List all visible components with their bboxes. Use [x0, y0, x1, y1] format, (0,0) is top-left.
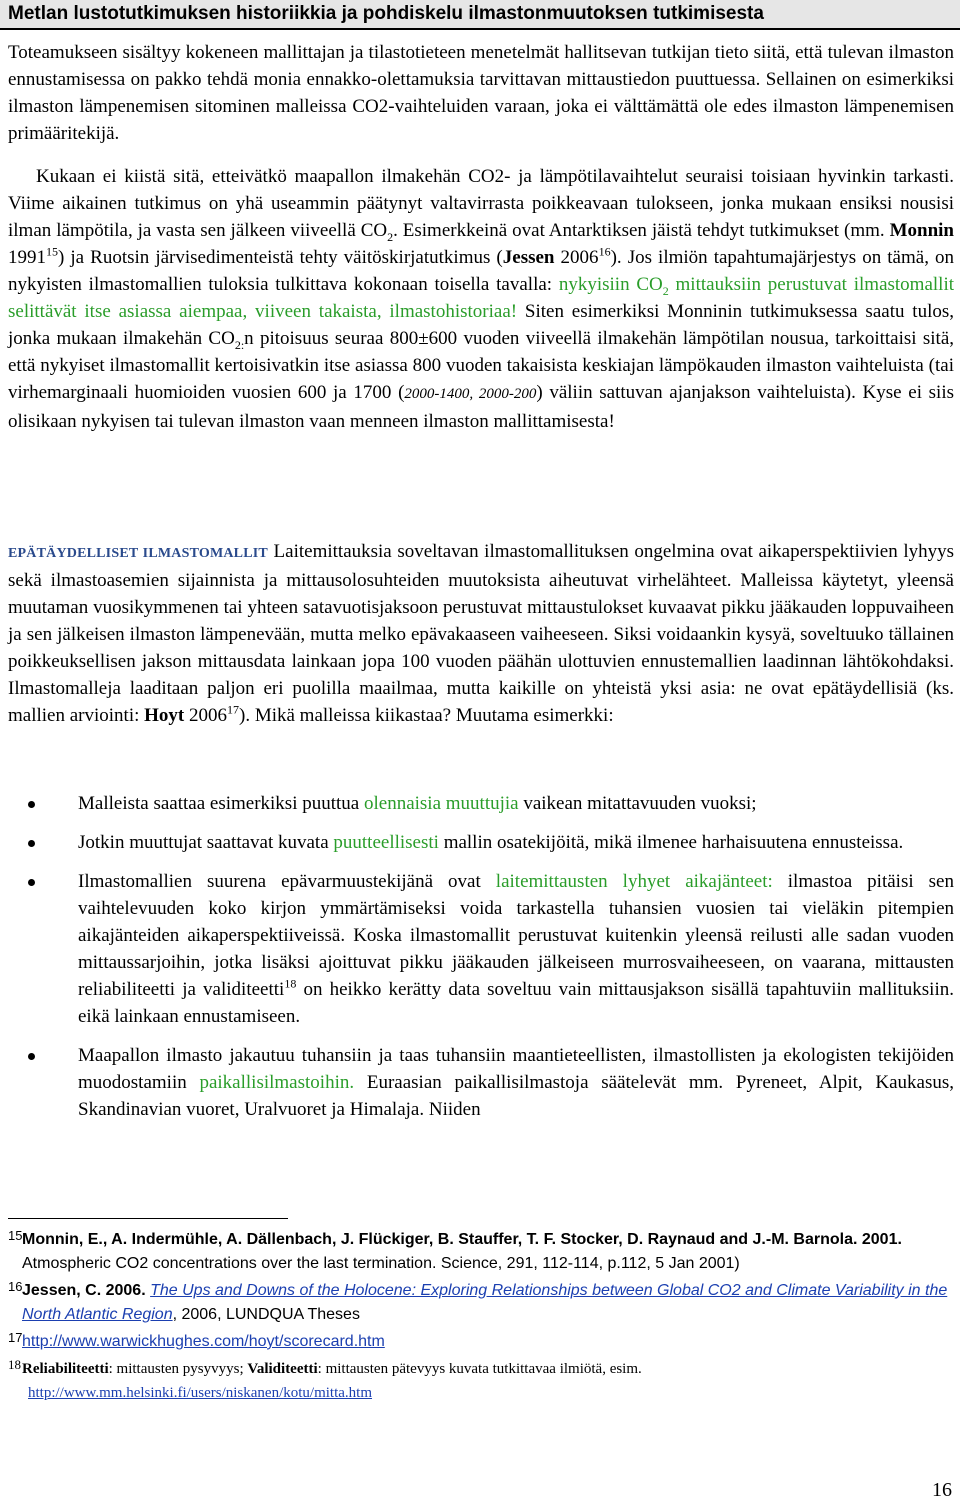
text-run: ). Jos ilmiön tapahtumajärjestys on tämä, on nykyisten ilmastomallien tuloksia tulkittava kokonaan toisella tavalla: — [8, 247, 955, 295]
citation-hoyt: Hoyt — [144, 705, 185, 726]
header-bar — [0, 0, 960, 30]
text-run: Maapallon ilmasto jakautuu tuhansiin ja taas tuhansiin maantieteellisten, ilmastollisten ja ekologisten tekijöiden muodostamiin — [78, 1045, 954, 1093]
text-run: Jotkin muuttujat saattavat kuvata — [78, 832, 334, 853]
list-item — [0, 829, 954, 856]
highlighted-text: laitemittausten lyhyet aikajänteet: — [495, 871, 773, 892]
footnote-ref-18[interactable]: 18 — [284, 976, 297, 991]
footnote-link[interactable]: http://www.mm.helsinki.fi/users/niskanen/kotu/mitta.htm — [28, 1385, 373, 1401]
italic-years: 2000-1400, 2000-200 — [404, 386, 537, 402]
subscript: : — [240, 337, 245, 352]
text-run: Malleista saattaa esimerkiksi puuttua — [78, 793, 364, 814]
bullet-icon — [28, 840, 35, 847]
paragraph-3 — [8, 538, 954, 729]
subscript: 2 — [662, 283, 669, 298]
text-run: ) ja Ruotsin järvisedimenteistä tehty väitöskirjatutkimus ( — [58, 247, 503, 268]
term-reliability: Reliabiliteetti — [22, 1361, 109, 1377]
bullet-icon — [28, 1053, 35, 1060]
footnote-17 — [0, 1330, 950, 1354]
page-title: Metlan lustotutkimuksen historiikkia ja pohdiskelu ilmastonmuutoksen tutkimisesta — [8, 3, 764, 24]
page-number: 16 — [932, 1479, 952, 1501]
term-validity: Validiteetti — [247, 1361, 318, 1377]
paragraph-2 — [8, 163, 954, 435]
text-run: ). Mikä malleissa kiikastaa? Muutama esimerkki: — [239, 705, 614, 726]
subscript: 2 — [387, 229, 394, 244]
citation-monnin: Monnin — [889, 220, 954, 241]
text-run: mallin osatekijöitä, mikä ilmenee harhaisuutena ennusteissa. — [438, 832, 904, 853]
footnote-authors: Monnin, E., A. Indermühle, A. Dällenbach, J. Flückiger, B. Stauffer, T. F. Stocker, D. Raynaud and J.-M. Barnola. 2001. — [22, 1231, 902, 1248]
footnote-ref-17[interactable]: 17 — [227, 702, 239, 717]
footnote-ref-15[interactable]: 15 — [46, 244, 58, 259]
highlighted-text: puutteellisesti — [333, 832, 439, 853]
text-run: mittauksiin perustuvat ilmastomallit selittävät itse asiassa aiempaa, viiveen takaista, ilmastohistoriaa! — [8, 274, 954, 322]
list-item — [0, 868, 954, 1030]
list-item — [0, 1042, 954, 1123]
footnote-number: 18 — [8, 1357, 21, 1372]
footnote-text: : mittausten pysyvyys; — [108, 1361, 248, 1377]
footnote-link[interactable]: http://www.warwickhughes.com/hoyt/scorecard.htm — [22, 1333, 385, 1350]
text-run: ilmastoa pitäisi sen vaihtelevuuden koko kirjon ymmärtämiseksi voida tarkastella tuhansien vuosien tai vieläkin pitempien aikajänteiden aikaperspektiiveissä. Koska ilmastomallit perustuvat kuitenkin yleensä reilusti alle sadan vuoden mittaussarjoihin, jotka lisäksi ajoittuvat pikku jääkauden jälkeiseen murrosvaiheeseen, on vaarana, mittausten reliabiliteetti ja validiteetti — [78, 871, 954, 1000]
footnote-ref-16[interactable]: 16 — [598, 244, 611, 259]
text-run: 2006 — [184, 705, 227, 726]
highlighted-text: paikallisilmastoihin. — [199, 1072, 355, 1093]
footnote-16 — [0, 1279, 950, 1327]
bullet-icon — [28, 879, 35, 886]
text-run: . Esimerkkeinä ovat Antarktiksen jäistä tehdyt tutkimukset (mm. — [393, 220, 890, 241]
list-item — [0, 790, 954, 817]
footnote-18 — [0, 1357, 950, 1405]
text-run: Laitemittauksia soveltavan ilmastomallituksen ongelmina ovat aikaperspektiivien lyhyys sekä ilmastoasemien sijainnista ja mittausolosuhteiden muutoksista aiheutuvat virhelähteet. Malleissa käytetyt, yleensä muutaman vuosikymmenen tai yhteen satavuotisjaksoon perustuvat mittaustulokset kuvaavat pikku jääkauden loppuvaiheen ja sen jälkeisen ilmaston lämpenevään, mutta melko epävakaaseen vaiheeseen. Siksi voidaankin kysyä, soveltuuko tällainen poikkeuksellisen jakson mittausdata lainkaan jopa 100 vuoden päähän ulottuvien ennustemallien laadinnan lähtökohdaksi. Ilmastomalleja laaditaan paljon eri puolilla maailmaa, mutta kaikille on yhteistä yksi asia: ne ovat epätäydellisiä (ks. mallien arviointi: — [8, 541, 954, 726]
footnote-number: 15 — [8, 1228, 23, 1243]
footnotes — [0, 1228, 950, 1408]
bullet-icon — [28, 801, 35, 808]
text-run: on heikko kerätty data soveltuu vain mittausjakson sisällä tapahtuviin mallituksiin. eikä lainkaan ennustamiseen. — [78, 979, 954, 1027]
text-run: vaikean mitattavuuden vuoksi; — [518, 793, 757, 814]
text-run: Kukaan ei kiistä sitä, etteivätkö maapallon ilmakehän CO2- ja lämpötilavaihtelut seuraisi toisiaan hyvinkin tarkasti. Viime aikainen tutkimus on yhä useammin päätynyt valtavirrasta poikkeavaan tulokseen, jonka mukaan ensiksi nousisi ilman lämpötila, ja vasta sen jälkeen viiveellä CO — [8, 166, 954, 241]
footnote-divider — [8, 1218, 288, 1219]
section-heading: EPÄTÄYDELLISET ILMASTOMALLIT — [8, 546, 268, 561]
text-run: Siten esimerkiksi Monninin tutkimuksessa saatu tulos, jonka mukaan ilmakehän CO — [8, 301, 954, 349]
text-run: Euraasian paikallisilmastoja säätelevät mm. Pyreneet, Alpit, Kaukasus, Skandinavian vuoret, Uralvuoret ja Himalaja. Niiden — [78, 1072, 954, 1120]
footnote-number: 17 — [8, 1330, 23, 1345]
text-run: ) väliin sattuvan ajanjakson vaihteluista). Kyse ei siis olisikaan nykyisen tai tulevan ilmaston vaan menneen ilmaston mallittamisesta! — [8, 382, 954, 432]
footnote-authors: Jessen, C. 2006. — [22, 1282, 146, 1299]
paragraph-1: Toteamukseen sisältyy kokeneen mallittajan ja tilastotieteen menetelmät hallitsevan tutkijan tieto siitä, että tulevan ilmaston ennustamisessa on pakko tehdä monia ennakko-olettamuksia tarvittavan mittaustiedon puuttuessa. Sellainen on esimerkiksi ilmaston lämpenemisen sitominen malleissa CO2-vaihteluiden varaan, joka ei välttämättä ole edes ilmaston lämpenemisen primääritekijä. — [8, 42, 954, 144]
citation-jessen: Jessen — [502, 247, 555, 268]
text-run: 1991 — [8, 247, 46, 268]
highlighted-text: olennaisia muuttujia — [363, 793, 519, 814]
footnote-number: 16 — [8, 1279, 23, 1294]
footnote-text: , 2006, LUNDQUA Theses — [172, 1306, 360, 1323]
footnote-text: Atmospheric CO2 concentrations over the last termination. Science, 291, 112-114, p.112, 5 Jan 2001) — [22, 1255, 740, 1272]
text-run: Ilmastomallien suurena epävarmuustekijänä ovat — [78, 871, 496, 892]
bullet-list — [0, 790, 954, 1135]
footnote-title-link[interactable]: The Ups and Downs of the Holocene: Exploring Relationships between Global CO2 and Climate Variability in the North Atlantic Region — [22, 1282, 948, 1323]
footnote-text: : mittausten pätevyys kuvata tutkittavaa ilmiötä, esim. — [317, 1361, 642, 1377]
text-run: 2006 — [554, 247, 599, 268]
text-run: n pitoisuus seuraa 800±600 vuoden viiveellä ilmakehän lämpötilan nousua, tarkoittaisi sitä, että nykyiset ilmastomallit kertoisivatkin itse asiassa 800 vuoden takaisista keskiajan lämpökauden ilmaston vaihteluista (tai virhemarginaali huomioiden vuosien 600 ja 1700 ( — [8, 328, 954, 403]
subscript: 2 — [234, 337, 241, 352]
footnote-15 — [0, 1228, 950, 1276]
text-run: nykyisiin CO — [558, 274, 663, 295]
